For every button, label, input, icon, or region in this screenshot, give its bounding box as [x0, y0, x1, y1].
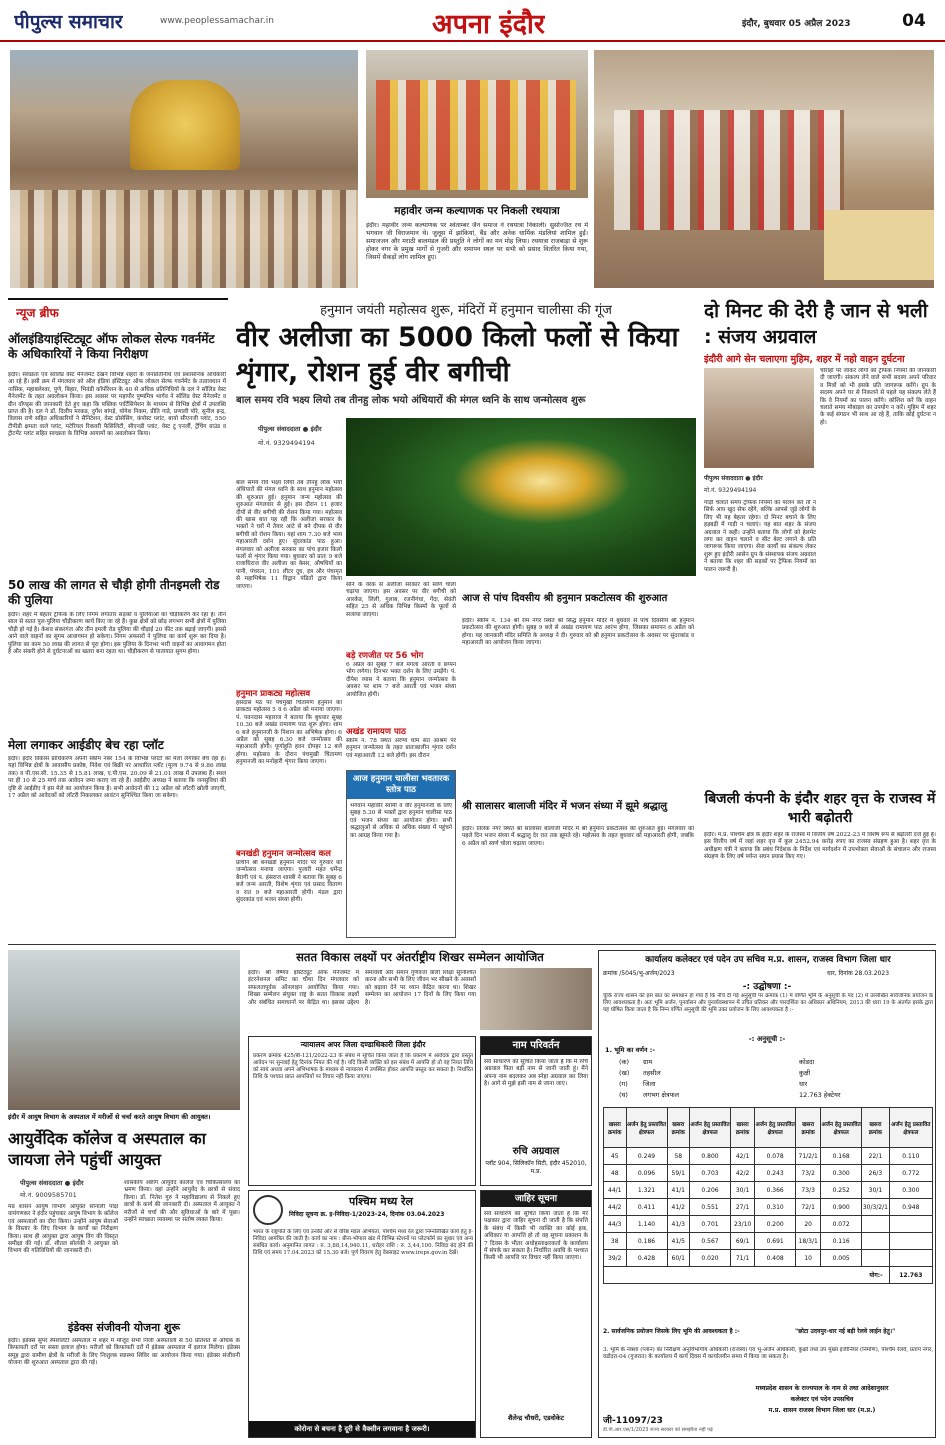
- khasra-cell: 58: [667, 1148, 690, 1165]
- land-row: [619, 1079, 919, 1090]
- right-col2: चौराहों पर जाकर लोगों को ट्रैफिक नियमों की जानकारी दी जाएगी। संकल्प लेने वाले सभी सदस्य अपने परिवार व मित्रों को भी इसके प्रति जागरूक करेंगे। ग्रुप के सदस्य अपने घर से निकलने से पहले यह संकल्प लेते हैं कि वे नियमों का पालन करेंगे। कोशिश करें कि वाहन चलाते समय मोबाइल का उपयोग न करें। मुहिम में शहर के कई संगठन भी साथ आ रहे हैं, ताकि कोई दुर्घटना न हो।: [820, 368, 936, 426]
- khasra-cell: 71/1: [731, 1250, 755, 1267]
- lead-col3-sub: आज से पांच दिवसीय श्री हनुमान प्रकटोत्सव की शुरुआत: [462, 593, 668, 604]
- khasra-cell: 30/1: [731, 1182, 755, 1199]
- khasra-cell: 0.800: [690, 1148, 731, 1165]
- col-header: अर्जन हेतु प्रस्तावित क्षेत्रफल: [889, 1108, 932, 1148]
- right-col1: गाड़ी चलाते समय ट्रैफिक नियमों का पालन करें तो न सिर्फ आप खुद सेफ रहेंगे, बल्कि आपसे जुड़े लोगों के लिए भी यह बेहतर रहेगा। दो मिनट बचाने के लिए हड़बड़ी में गाड़ी न चलाएं। यह बात शहर के संजय अग्रवाल ने कही। उन्होंने बताया कि लोगों को हेलमेट लगा कर वाहन चलाने व सीट बेल्ट लगाने के प्रति जागरूक किया जाएगा। सेवा कार्यों का संकल्प लेकर शुरू हुए इंदौरी आसेन ग्रुप के संस्थापक संजय अग्रवाल ने बताया कि शहर की सड़कों पर ट्रैफिक नियमों का पालन जरूरी है।: [704, 500, 816, 573]
- lead-col3-sub2: श्री सालासर बालाजी मंदिर में भजन संध्या में झूमे श्रद्धालु: [462, 801, 668, 812]
- lead-col3b: इंदौर। तिलक नगर स्थित श्री सालासर बालाजी मंदिर में श्री हनुमान प्रकटोत्सव की शुरुआत हुई। मंगलवार को पहले दिन भजन संध्या में श्रद्धालु देर रात तक झूमते रहे। महोत्सव के तहत बुधवार को महाआरती होगी, जबकि 6 अप्रैल को स्वर्ण चोला चढ़ाया जाएगा।: [462, 826, 694, 847]
- col-header: अर्जन हेतु प्रस्तावित क्षेत्रफल: [821, 1108, 862, 1148]
- rally-photo-2: [366, 50, 588, 198]
- khasra-cell: 0.186: [626, 1233, 667, 1250]
- khasra-cell: 10: [796, 1250, 821, 1267]
- col-header: खसरा क्रमांक: [667, 1108, 690, 1148]
- land-row: [619, 1068, 919, 1079]
- khasra-cell: [889, 1233, 932, 1250]
- collector-sign2: कलेक्टर एवं पदेन उपसचिव: [790, 1396, 854, 1403]
- land-row-key: (घ): [619, 1091, 628, 1099]
- ayurved-col1: मप्र शासन आयुष विभाग आयुक्त सोनाली पोंक्षे वायंगणकर ने इंदौर पहुंचकर आयुष विभाग के कॉलेज एवं अस्पतालों का दौरा किया। उन्होंने आयुष सेवाओं के विस्तार के लिए विभाग के कार्यों का निरीक्षण किया। साथ ही आयुक्त द्वारा आयुष विंग की विस्तृत समीक्षा की गई। डॉ. शीतल सोलंकी ने आयुक्त को विभाग की गतिविधियों की जानकारी दी।: [8, 1204, 118, 1255]
- name-change-addr: प्लॉट 904, सिलिकॉन सिटी, इंदौर 452010, म.प्र.: [485, 1160, 587, 1175]
- logo: पीपुल्स समाचार: [14, 11, 123, 33]
- col-header: अर्जन हेतु प्रस्तावित क्षेत्रफल: [626, 1108, 667, 1148]
- khasra-cell: 48: [604, 1165, 627, 1182]
- land-row-value: धार: [799, 1080, 808, 1088]
- khasra-cell: 71/2/1: [796, 1148, 821, 1165]
- rally-photo-3: [594, 50, 934, 288]
- summit-body: इंदौर। श्री वैष्णव इंस्टिट्यूट ऑफ मैनेजमेंट में इंटरनेशनल समिट का चौथा दिन मंगलवार को सफलतापूर्वक ऑनलाइन आयोजित किया गया। शिखर सम्मेलन संयुक्त राष्ट्र के सतत विकास लक्ष्यों और संबंधित समाधानों पर केंद्रित था। इसका उद्देश्य समावेशी और समान गुणवत्ता वाली शिक्षा सुनिश्चित करना और सभी के लिए जीवन भर सीखने के अवसरों को बढ़ावा देने पर ध्यान केंद्रित करना था। शिखर सम्मेलन का आयोजन 17 दिनों के लिए किया गया है।: [248, 970, 476, 1006]
- col-header: खसरा क्रमांक: [862, 1108, 889, 1148]
- khasra-table: [603, 1107, 933, 1284]
- public-notice-sign: शैलेन्द्र चौधरी, एडवोकेट: [507, 1414, 565, 1422]
- khasra-cell: 0.168: [821, 1148, 862, 1165]
- ayurved-photo-caption: इंदौर में आयुष विभाग के अस्पताल में मरीजों से चर्चा करते आयुष विभाग की आयुक्त।: [8, 1113, 211, 1121]
- khasra-cell: 44/3: [604, 1216, 627, 1233]
- power-body: इंदौर। म.प्र. पश्चिम क्षेत्र के इंदौर शहर के राजस्व में वित्तीय वर्ष 2022-23 में विशेष रूप से बढ़ोतरी दर्ज हुई है। इस वित्तीय वर्ष में जहां शहर वृत्त में कुल 2452.94 करोड़ रुपए का राजस्व संग्रहण हुआ है। शहर वृत्त के अधीक्षण यंत्री ने बताया कि प्रबंध निदेशक के निर्देश एवं मार्गदर्शन में उपभोक्ता सेवाओं के संचालन और राजस्व संग्रहण के लिए वर्ष पर्यन्त सघन प्रयास किए गए।: [704, 832, 936, 861]
- khasra-cell: 0.252: [821, 1182, 862, 1199]
- brief-2-title: 50 लाख की लागत से चौड़ी होगी तीनइमली रोड की पुलिया: [8, 578, 220, 607]
- khasra-table-wrap: [603, 1107, 933, 1284]
- lead-headline: वीर अलीजा का 5000 किलो फलों से किया शृंगार, रोशन हुई वीर बगीची: [236, 322, 679, 388]
- lead-sub3: बड़े रणजीत पर 56 भोग: [346, 651, 424, 661]
- khasra-cell: 1.321: [626, 1182, 667, 1199]
- khasra-cell: 44/2: [604, 1199, 627, 1216]
- railway-notice: [248, 1190, 476, 1438]
- collector-notice: [598, 950, 936, 1438]
- collector-schedule-title: -: अनुसूची :-: [748, 1035, 786, 1043]
- khasra-cell: 0.300: [889, 1182, 932, 1199]
- khasra-row: [604, 1199, 933, 1216]
- khasra-row: [604, 1148, 933, 1165]
- khasra-row: [604, 1233, 933, 1250]
- right-headline: दो मिनट की देरी है जान से भली : संजय अग्रवाल: [704, 300, 928, 348]
- lead-col1c: प्राचीन श्री बनखंडी हनुमान मंदिर पर गुरुवार को जन्मोत्सव मनाया जाएगा। पुजारी महंत धर्मेन्द्र बैरागी एवं प. हंसराज शास्त्री ने बताया कि सुबह 6 बजे जन्म आरती, विशेष शृंगार एवं प्रसाद वितरण व रात 9 बजे महाआरती होगी। मंडल द्वारा सुंदरकांड एवं भजन संध्या होगी।: [236, 860, 342, 904]
- school-kids-shape: [614, 110, 844, 230]
- khasra-cell: 45: [604, 1148, 627, 1165]
- collector-ref: क्रमांक /5045/भू-अर्जन/2023: [603, 970, 675, 977]
- public-notice-title: जाहिर सूचना: [481, 1191, 591, 1207]
- land-row-label: लगभग क्षेत्रफल: [643, 1091, 680, 1099]
- khasra-cell: 18/3/1: [796, 1233, 821, 1250]
- khasra-row: [604, 1182, 933, 1199]
- land-row-key: (क): [619, 1058, 630, 1066]
- brief-1-body: इंदौर। स्वच्छता एवं सॉलिड वेस्ट मैनेजमेंट देखने विभिन्न शहरों के जनप्रतिनिधि एवं प्रशासनिक अधिकारी आ रहे हैं। इसी क्रम में मंगलवार को ऑल इंडिया इंस्टिट्यूट ऑफ लोकल सेल्फ गवर्नमेंट के तत्वावधान में नासिक, महाबलेश्वर, पुणे, बिहार, भिवंडी कॉर्पोरेशन के 40 से अधिक प्रतिनिधियों के दल ने सॉलिड वेस्ट मैनेजमेंट के तहत अवलोकन किया। इस अवसर पर महापौर पुष्यमित्र भार्गव ने सॉलिड वेस्ट मैनेजमेंट व ग्रीन वॉण्ड्स की जानकारी देते हुए कहा कि पब्लिक पार्टिसिपेशन के माध्यम से विभिन्न क्षेत्रों में उपलब्धि प्राप्त की है। दल ने डॉ. दिलीप मरकड, दुर्गेश बांगड़े, योगेश निकम, प्रीति गाडे, प्रणाली पोरे, सुनील इन्द्र, विलास राणे सहित अधिकारियों ने सैनिटेशन, वेस्ट प्रोसेसिंग, कंपोस्ट प्लांट, बायो सीएनजी प्लांट, 550 टीपीडी क्षमता वाले प्लांट, मटेरियल रिकवरी फैसिलिटी, सीएनडी प्लांट, वेस्ट टू एनर्जी, ट्रेंचिंग ग्राउंड व ट्रीटमेंट प्लांट सहित स्वच्छता के विभिन्न आयामों का अवलोकन किया।: [8, 372, 226, 438]
- ayurved-sub: इंडेक्स संजीवनी योजना शुरू: [67, 1321, 181, 1334]
- khasra-cell: 0.310: [755, 1199, 796, 1216]
- khasra-cell: 41/1: [667, 1182, 690, 1199]
- ayurved-headline: आयुर्वेदिक कॉलेज व अस्पताल का जायजा लेने पहुंचीं आयुक्त: [8, 1129, 206, 1169]
- dateline: इंदौर, बुधवार 05 अप्रैल 2023: [742, 19, 851, 29]
- land-row-value: कोडदा: [799, 1058, 815, 1066]
- ayurved-sub-body: इंदौर। इंडेक्स सुपर स्पेशलिटी अस्पताल में शहर में मौजूद सभी निजी अस्पतालों से 50 प्रतिशत से अधिक के किफायती दरों पर सस्ता इलाज होगा। मरीजों को किफायती दरों में इंडेक्स अस्पताल में इलाज मिलेगा। इंडेक्स समूह द्वारा ग्रामीण क्षेत्रों के मरीजों के लिए निःशुल्क स्वास्थ्य शिविर का आयोजन किया गया। इंडेक्स संजीवनी योजना की शुरुआत अस्पताल द्वारा की गई।: [8, 1338, 240, 1367]
- collector-land-label: 1. भूमि का वर्णन :-: [605, 1046, 656, 1054]
- brief-3-body: इंदौर। इंदौर विकास प्राधिकरण अपनी स्कीम नंबर 154 के विभिन्न प्लॉटों को मेला लगाकर बेच रहा है। यहां विभिन्न क्षेत्रों के आवासीय प्रकोष्ठ, निवेश एवं बिक्री पर आधारित प्लॉट (मूल्य 9.74 से 9.86 लाख तक) व पी.एस.सी. 15.35 से 15.81 लाख, ए.पी.एस. 20.09 से 21.01 लाख में उपलब्ध हैं। स्थल पर ही 10 से 25 मार्च तक आवेदन जमा कराए जा रहे हैं। आईडीए अध्यक्ष ने बताया कि जनसुविधा की दृष्टि से आईडीए ने इस मेले का आयोजन किया है। सभी आवेदनों की 12 अप्रैल को लॉटरी खोली जाएगी, 17 अप्रैल को आवेदकों को लॉटरी निकालकर आवंटन सुनिश्चित किया जा सकेगा।: [8, 756, 226, 800]
- masthead: [0, 0, 945, 42]
- name-change-box: [480, 1036, 592, 1186]
- col-header: खसरा क्रमांक: [731, 1108, 755, 1148]
- land-row-label: तहसील: [643, 1069, 661, 1077]
- khasra-cell: 30/3/2/1: [862, 1199, 889, 1216]
- railway-body: भारत के राष्ट्रपति के लिए एवं उनकी ओर से वरिष्ठ मंडल अभियंता, पश्चिम मध्य रेल द्वारा निम्नलिखित कार्य हेतु ई-निविदा आमंत्रित की जाती है। कार्य का नाम : बीना-भोपाल खंड में विभिन्न स्टेशनों पर प्लेटफॉर्म का सुधार एवं अन्य संबंधित कार्य। अनुमानित लागत : रु. 3,88,14,940.11, धरोहर राशि : रु. 3,44,100. निविदा बंद होने की तिथि एवं समय 17.04.2023 को 15.30 बजे। पूर्ण विवरण हेतु वेबसाइट www.ireps.gov.in देखें।: [253, 1229, 473, 1256]
- collector-p2-label: 2. सार्वजनिक प्रयोजन जिसके लिए भूमि की आवश्यकता है :-: [603, 1328, 740, 1335]
- khasra-total-row: [604, 1267, 933, 1284]
- khasra-cell: 73/3: [796, 1182, 821, 1199]
- khasra-cell: 0.116: [821, 1233, 862, 1250]
- collector-p3: 3. भूमि के नक्शा (प्लान) का निरीक्षण अनुविभागीय अधिकारी (राजस्व) एवं भू-अर्जन अधिकारी, कुक्षी तथा उप मुख्य इंजीनियर (निर्माण), पश्चिम रेलवे, प्रताप नगर, वडोदरा-04 (गुजरात) के कार्यालय में कार्य दिवस में कार्यालयीन समय में किया जा सकता है।: [603, 1347, 933, 1360]
- name-change-title: नाम परिवर्तन: [481, 1037, 591, 1055]
- khasra-cell: 69/1: [731, 1233, 755, 1250]
- khasra-cell: 41/2: [667, 1199, 690, 1216]
- page-number: 04: [896, 8, 932, 34]
- dancers-shape: [376, 80, 576, 190]
- lead-sub1: हनुमान प्राकट्य महोत्सव: [236, 689, 311, 699]
- col-header: खसरा क्रमांक: [796, 1108, 821, 1148]
- photo-caption-text: इंदौर। महावीर जन्म कल्याणक पर श्वेताम्बर जैन समाज ने रथयात्रा निकाली। सुसज्जित रथ में भगवान जी विराजमान थे। जुलूस में झांकियां, बैंड और अनेक धार्मिक मंडलियां शामिल हुईं। समाजजन और मराठी बालमंडल की प्रस्तुति ने लोगों का मन मोह लिया। रथयात्रा राजबाड़ा से शुरू होकर नगर के प्रमुख मार्गों से गुजरी और समापन स्थल पर सभी को प्रसाद वितरित किया गया, जिसमें सैकड़ों लोग शामिल हुए।: [366, 222, 588, 262]
- summit-headline: सतत विकास लक्ष्यों पर अंतर्राष्ट्रीय शिखर सम्मेलन आयोजित: [296, 950, 544, 964]
- land-row-label: ग्राम: [643, 1058, 653, 1066]
- legal-notice-body: प्रकरण क्रमांक 425/बी-121/2022-23 के संबंध में सूचित किया जाता है कि प्रकरण में आवेदक द्वारा प्रस्तुत आवेदन पर सुनवाई हेतु दिनांक नियत की गई है। यदि किसी व्यक्ति को इस संबंध में आपत्ति हो तो वह नियत तिथि को स्वयं अथवा अपने अभिभाषक के माध्यम से न्यायालय में उपस्थित होकर आपत्ति प्रस्तुत कर सकता है। निर्धारित तिथि के पश्चात प्राप्त आपत्तियों पर विचार नहीं किया जाएगा।: [253, 1053, 473, 1080]
- land-rows: [619, 1057, 919, 1103]
- lead-col1: बाल समय रवि भक्ष्य लियो तब तीनहु लोक भयो अंधियारों की मंगल ध्वनि के साथ हनुमान महोत्सव की शुरुआत हुई। हनुमान जन्म महोत्सव की शुरुआत मंगलवार से हुई। इस दौरान 11 हजार दीपों से वीर बगीची की रोशन किया गया। महोत्सव की खास बात यह रही कि अलीजा सरकार के भक्तों ने घरों में तैयार आटे से बने दीपक से वीर बगीची को रोशन किया। यहां शाम 7.30 बजे भव्य महाआरती दर्शन हुए। सुंदरकांड पाठ हुआ। मंगलवार को अलीजा सरकार का पांच हजार किलो फलों से शृंगार किया गया। बुधवार को प्रातः 9 बजे राजाधिराज वीर अलीजा का केसर, औषधियों का पानी, पंचरत्न, 101 लीटर दूध, इत्र और पंचामृत से महाभिषेक 11 विद्वान पंडितों द्वारा किया जाएगा।: [236, 480, 342, 590]
- khasra-cell: 27/1: [731, 1199, 755, 1216]
- right-mobile: मो.नं. 9329494194: [704, 487, 757, 494]
- khasra-cell: 39/2: [604, 1250, 627, 1267]
- public-notice-box: [480, 1190, 592, 1438]
- collector-p2-value: "छोटा उदयपुर-धार नई बड़ी रेलवे लाईन हेतु।": [795, 1328, 896, 1335]
- khasra-cell: 59/1: [667, 1165, 690, 1182]
- news-brief-column: [8, 298, 228, 938]
- inset-box: [346, 770, 456, 938]
- summit-photo: [480, 968, 592, 1030]
- khasra-cell: 0.078: [755, 1148, 796, 1165]
- collector-section: -: उद्घोषणा :-: [742, 982, 792, 992]
- khasra-cell: [889, 1216, 932, 1233]
- section-title: अपना इंदौर: [432, 9, 545, 40]
- collector-intro: चूंकि राज्य शासन को इस बात का समाधान हो गया है कि नीचे दी गई अनुसूची पर क्रमांक (1) में वर्णित भूमि के अनुसूची के पद (2) में उल्लेखित सार्वजनिक प्रयोजन के लिए आवश्यकता है। अतः भूमि अर्जन, पुनर्वासन और पुनर्व्यवस्थापन में उचित प्रतिकर और पारदर्शिता का अधिकार अधिनियम, 2013 की धारा 19 के अंतर्गत इसके द्वारा यह घोषित किया जाता है कि निम्न वर्णित अनुसूची की भूमि उक्त प्रयोजन के लिए आवश्यकता है :-: [603, 993, 933, 1013]
- col-header: अर्जन हेतु प्रस्तावित क्षेत्रफल: [690, 1108, 731, 1148]
- total-value: 12.763: [889, 1267, 932, 1284]
- khasra-cell: 0.366: [755, 1182, 796, 1199]
- khasra-cell: [862, 1250, 889, 1267]
- khasra-cell: 0.096: [626, 1165, 667, 1182]
- ayurved-col2: शासकीय अष्टांग आयुर्वेद कॉलेज एवं चिकित्सालय का भ्रमण किया। वहां उन्होंने आयुर्वेद के छात्रों से संवाद किया। डॉ. नितेश गुरु ने महाविद्यालय से निकले हुए छात्रों के कार्य की जानकारी दी। अस्पताल में आयुक्त ने मरीजों से चर्चा की और सुविधाओं के बारे में पूछा। उन्होंने स्वच्छता व्यवस्था पर संतोष व्यक्त किया।: [124, 1180, 240, 1224]
- khasra-table-header: [604, 1108, 933, 1148]
- khasra-cell: [862, 1216, 889, 1233]
- land-row-value: कुक्षी: [799, 1069, 811, 1077]
- brief-1-title: ऑलइंडियाइंस्टिट्यूट ऑफ लोकल सेल्फ गवर्नमेंट के अधिकारियों ने किया निरीक्षण: [8, 332, 215, 361]
- inset-title: आज हनुमान चालीसा भवतारक स्तोत्र पाठ: [347, 771, 455, 799]
- khasra-cell: 0.020: [690, 1250, 731, 1267]
- lead-col2: सोने के वरक से अलीजा सरकार को स्वर्ण चोला चढ़ाया जाएगा। इस अवसर पर वीर बगीची को आरकेड, लिली, गुलाब, रजनीगंधा, गेंदा, सेवंती सहित 25 से अधिक विभिन्न किस्मों के फूलों से सजाया जाएगा।: [346, 582, 456, 618]
- land-row: [619, 1057, 919, 1068]
- land-row-key: (ख): [619, 1069, 630, 1077]
- inset-text: भगवान महावीर स्वामी व वीर हनुमानजी के लिए सुबह 5.30 से भक्तों द्वारा हनुमान चालीसा पाठ एवं भजन संध्या का आयोजन होगा। सभी श्रद्धालुओं से अधिक से अधिक संख्या में पहुंचने का आग्रह किया गया है।: [350, 803, 452, 839]
- khasra-cell: 73/2: [796, 1165, 821, 1182]
- hanuman-idol-photo: [346, 418, 696, 576]
- land-row: [619, 1090, 919, 1101]
- name-change-name: रुचि अग्रवाल: [512, 1146, 560, 1157]
- khasra-cell: 0.701: [690, 1216, 731, 1233]
- collector-title: कार्यालय कलेक्टर एवं पदेन उप सचिव म.प्र. शासन, राजस्व विभाग जिला धार: [645, 955, 891, 965]
- right-byline: पीपुल्स संवाददाता ● इंदौर: [704, 475, 763, 482]
- khasra-cell: 72/1: [796, 1199, 821, 1216]
- railway-logo: [253, 1195, 283, 1225]
- power-headline: बिजली कंपनी के इंदौर शहर वृत्त के राजस्व में भारी बढ़ोतरी: [704, 791, 936, 826]
- collector-footer-ref: जी-11097/23: [603, 1416, 663, 1426]
- khasra-row: [604, 1216, 933, 1233]
- brief-2-body: इंदौर। शहर में बेहतर ट्रैफिक के लिए निगम लगातार सड़कों व पुलियाओं का चौड़ीकरण कर रहा है। तीन साल से सतत पुल-पुलिया चौड़ीकरण कार्य किए जा रहे हैं। कुछ क्षेत्रों को छोड़ लगभग सभी क्षेत्रों में पुलिया चौड़ी हो गई है। केशव संकरगंज और तीन इमली रोड पुलिया की चौड़ाई 20 फीट तक बढ़ाई जाएगी। इससे आने वाले वाहनों का सुगम आवागमन हो सकेगा। निगम अफसरों ने पुलिया का कार्य शुरू कर दिया है। पुलिया का काम 50 लाख की लागत से पूरा होगा। इस पुलिया के दिनभर भारी वाहनों का आवागमन होता है और संकरी होने से दुर्घटनाओं का खतरा बना रहता था। चौड़ीकरण से यातायात सुगम होगा।: [8, 612, 226, 656]
- crowd-shape: [10, 190, 358, 288]
- lead-mobile: मो.नं. 9329494194: [258, 439, 315, 447]
- collector-sign1: मध्यप्रदेश शासन के राज्यपाल के नाम से तथा आदेशानुसार: [755, 1385, 889, 1392]
- divider: [8, 944, 936, 945]
- khasra-cell: 38: [604, 1233, 627, 1250]
- khasra-cell: 0.408: [755, 1250, 796, 1267]
- khasra-cell: 23/10: [731, 1216, 755, 1233]
- khasra-cell: 20: [796, 1216, 821, 1233]
- khasra-cell: 41/5: [667, 1233, 690, 1250]
- right-deck: इंदौरी आगे सेन चलाएगा मुहिम, शहर में नहो वाहन दुर्घटना: [704, 354, 905, 365]
- khasra-cell: 30/1: [862, 1182, 889, 1199]
- lead-kicker: हनुमान जयंती महोत्सव शुरू, मंदिरों में हनुमान चालीसा की गूंज: [320, 303, 612, 318]
- lead-col3: इंदौर। स्कीम नं. 134 श्री राम नगर स्थित श्री सिद्ध हनुमान मंदिर में बुधवार से पांच दिवसीय श्री हनुमान प्रकटोत्सव की शुरुआत होगी। सुबह 9 बजे से अखंड रामायण पाठ आरंभ होगा, जिसका समापन 6 अप्रैल को होगा। यह जानकारी मंदिर समिति के अध्यक्ष ने दी। गुरुवार को श्री हनुमान प्रकटोत्सव के अवसर पर सुंदरकांड व महाआरती का आयोजन किया जाएगा।: [462, 618, 694, 647]
- khasra-cell: 0.110: [889, 1148, 932, 1165]
- khasra-cell: 60/1: [667, 1250, 690, 1267]
- public-notice-body: सर्व साधारण को सूचित किया जाता है कि मेरे पक्षकार द्वारा जाहिर सूचना दी जाती है कि संपत्ति के संबंध में किसी भी व्यक्ति का कोई हक, अधिकार या आपत्ति हो तो वह सूचना प्रकाशन के 7 दिवस के भीतर अधोहस्ताक्षरकर्ता के कार्यालय में संपर्क कर सकता है। निर्धारित अवधि के पश्चात किसी भी आपत्ति पर विचार नहीं किया जाएगा।: [484, 1211, 588, 1262]
- khasra-cell: 41/3: [667, 1216, 690, 1233]
- news-brief-label: न्यूज ब्रीफ: [16, 306, 59, 320]
- col-header: अर्जन हेतु प्रस्तावित क्षेत्रफल: [755, 1108, 796, 1148]
- khasra-cell: 0.551: [690, 1199, 731, 1216]
- total-label: योग:-: [604, 1267, 890, 1284]
- khasra-cell: 0.300: [821, 1165, 862, 1182]
- brief-3-title: मेला लगाकर आईडीए बेच रहा प्लॉट: [8, 738, 164, 752]
- rally-photo-1: [10, 50, 358, 288]
- khasra-cell: 42/2: [731, 1165, 755, 1182]
- khasra-cell: 0.072: [821, 1216, 862, 1233]
- collector-date: धार, दिनांक 28.03.2023: [827, 970, 890, 977]
- col-header: खसरा क्रमांक: [604, 1108, 627, 1148]
- khasra-cell: 42/1: [731, 1148, 755, 1165]
- khasra-cell: 0.428: [626, 1250, 667, 1267]
- lead-sub2: बनखंडी हनुमान जन्मोत्सव कल: [236, 849, 331, 859]
- chariot-shape: [130, 80, 240, 170]
- khasra-cell: 26/3: [862, 1165, 889, 1182]
- khasra-cell: 1.140: [626, 1216, 667, 1233]
- khasra-cell: 0.703: [690, 1165, 731, 1182]
- land-row-value: 12.763 हेक्टेयर: [799, 1091, 841, 1099]
- lead-byline: पीपुल्स संवाददाता ● इंदौर: [258, 425, 322, 433]
- lead-col2b: 6 अप्रैल को सुबह 7 बजे मंगला आरती व छप्पन भोग लगेगा। दिनभर भक्त दर्शन के लिए उमड़ेंगे। पं. दीपेश व्यास ने बताया कि हनुमान जन्मोत्सव के अवसर पर शाम 7 बजे आरती एवं भजन संध्या आयोजित होगी।: [346, 662, 456, 698]
- ayurved-byline: पीपुल्स संवाददाता ● इंदौर: [20, 1179, 84, 1187]
- khasra-cell: 0.206: [690, 1182, 731, 1199]
- khasra-table-body: [604, 1148, 933, 1267]
- khasra-cell: [862, 1233, 889, 1250]
- name-change-body: सर्व साधारण को सूचित किया जाता है कि मैं रुचि अग्रवाल पिता बड़ी नाम से जानी जाती हूं। मैंने अपना नाम बदलकर अब स्नेहा अग्रवाल कर लिया है। आगे से मुझे इसी नाम से जाना जाए।: [484, 1059, 588, 1088]
- collector-sign3: म.प्र. शासन राजस्व विभाग जिला धार (म.प्र.): [768, 1407, 876, 1414]
- khasra-cell: 0.005: [821, 1250, 862, 1267]
- collector-footer-note: डी.पी.आर.एस/1/2023 राज्य सरकार को समझौता नहीं पढ़ें: [603, 1427, 713, 1433]
- railway-footer: कोरोना से बचना है दूरी से वैक्सीन लगवाना है जरूरी।: [249, 1421, 475, 1437]
- khasra-cell: 44/1: [604, 1182, 627, 1199]
- khasra-cell: 0.200: [755, 1216, 796, 1233]
- land-row-label: जिला: [643, 1080, 656, 1088]
- site-url: www.peoplessamachar.in: [160, 16, 274, 26]
- legal-notice: [248, 1036, 476, 1186]
- khasra-cell: 0.900: [821, 1199, 862, 1216]
- lead-deck: बाल समय रवि भक्ष्य लियो तब तीनहु लोक भयो अंधियारों की मंगल ध्वनि के साथ जन्मोत्सव शुरू: [236, 395, 586, 406]
- khasra-cell: 22/1: [862, 1148, 889, 1165]
- khasra-cell: 0.948: [889, 1199, 932, 1216]
- khasra-cell: 0.772: [889, 1165, 932, 1182]
- khasra-cell: 0.691: [755, 1233, 796, 1250]
- khasra-cell: 0.411: [626, 1199, 667, 1216]
- right-photo: [704, 368, 814, 468]
- khasra-cell: 0.567: [690, 1233, 731, 1250]
- khasra-cell: 0.249: [626, 1148, 667, 1165]
- khasra-row: [604, 1250, 933, 1267]
- railway-line1: निविदा सूचना क्र. इ-निविदा-1/2023-24, दिनांक 03.04.2023: [289, 1211, 445, 1218]
- khasra-cell: 0.243: [755, 1165, 796, 1182]
- lead-sub4: अखंड रामायण पाठ: [346, 727, 406, 737]
- railway-title: पश्चिम मध्य रेल: [348, 1195, 414, 1208]
- banner-shape: [824, 210, 934, 280]
- lead-col1b: हंसदास मठ पर पंचमुखी चिंतामण हनुमान का प्राकट्य महोत्सव 5 व 6 अप्रैल को मनाया जाएगा। पं. पवनदास महाराज ने बताया कि बुधवार सुबह 10.30 बजे अखंड रामायण पाठ शुरू होगा। शाम 6 बजे हनुमानजी के निशान का अभिषेक होगा। 6 अप्रैल को सुबह 6.30 बजे जन्मोत्सव की महाआरती होगी। पूर्णाहुति हवन दोपहर 12 बजे होगा। महोत्सव के दौरान पंचमुखी चिंतामण हनुमानजी का मनोहारी शृंगार किया जाएगा।: [236, 700, 342, 766]
- photo-caption-title: महावीर जन्म कल्याणक पर निकली रथयात्रा: [394, 205, 560, 217]
- ayurved-photo: [8, 950, 240, 1110]
- khasra-row: [604, 1165, 933, 1182]
- legal-notice-title: न्यायालय अपर जिला दण्डाधिकारी जिला इंदौर: [300, 1040, 426, 1049]
- land-row-key: (ग): [619, 1080, 628, 1088]
- khasra-cell: [889, 1250, 932, 1267]
- lead-col2c: स्कीम नं. 78 स्थित अरण्य धाम संत आश्रम पर हनुमान जन्मोत्सव के तहत प्रातःकालीन शृंगार दर्शन एवं महाआरती 12 बजे होगी। इस दौरान: [346, 738, 456, 759]
- ayurved-mobile: मो.नं. 9009585701: [20, 1191, 77, 1199]
